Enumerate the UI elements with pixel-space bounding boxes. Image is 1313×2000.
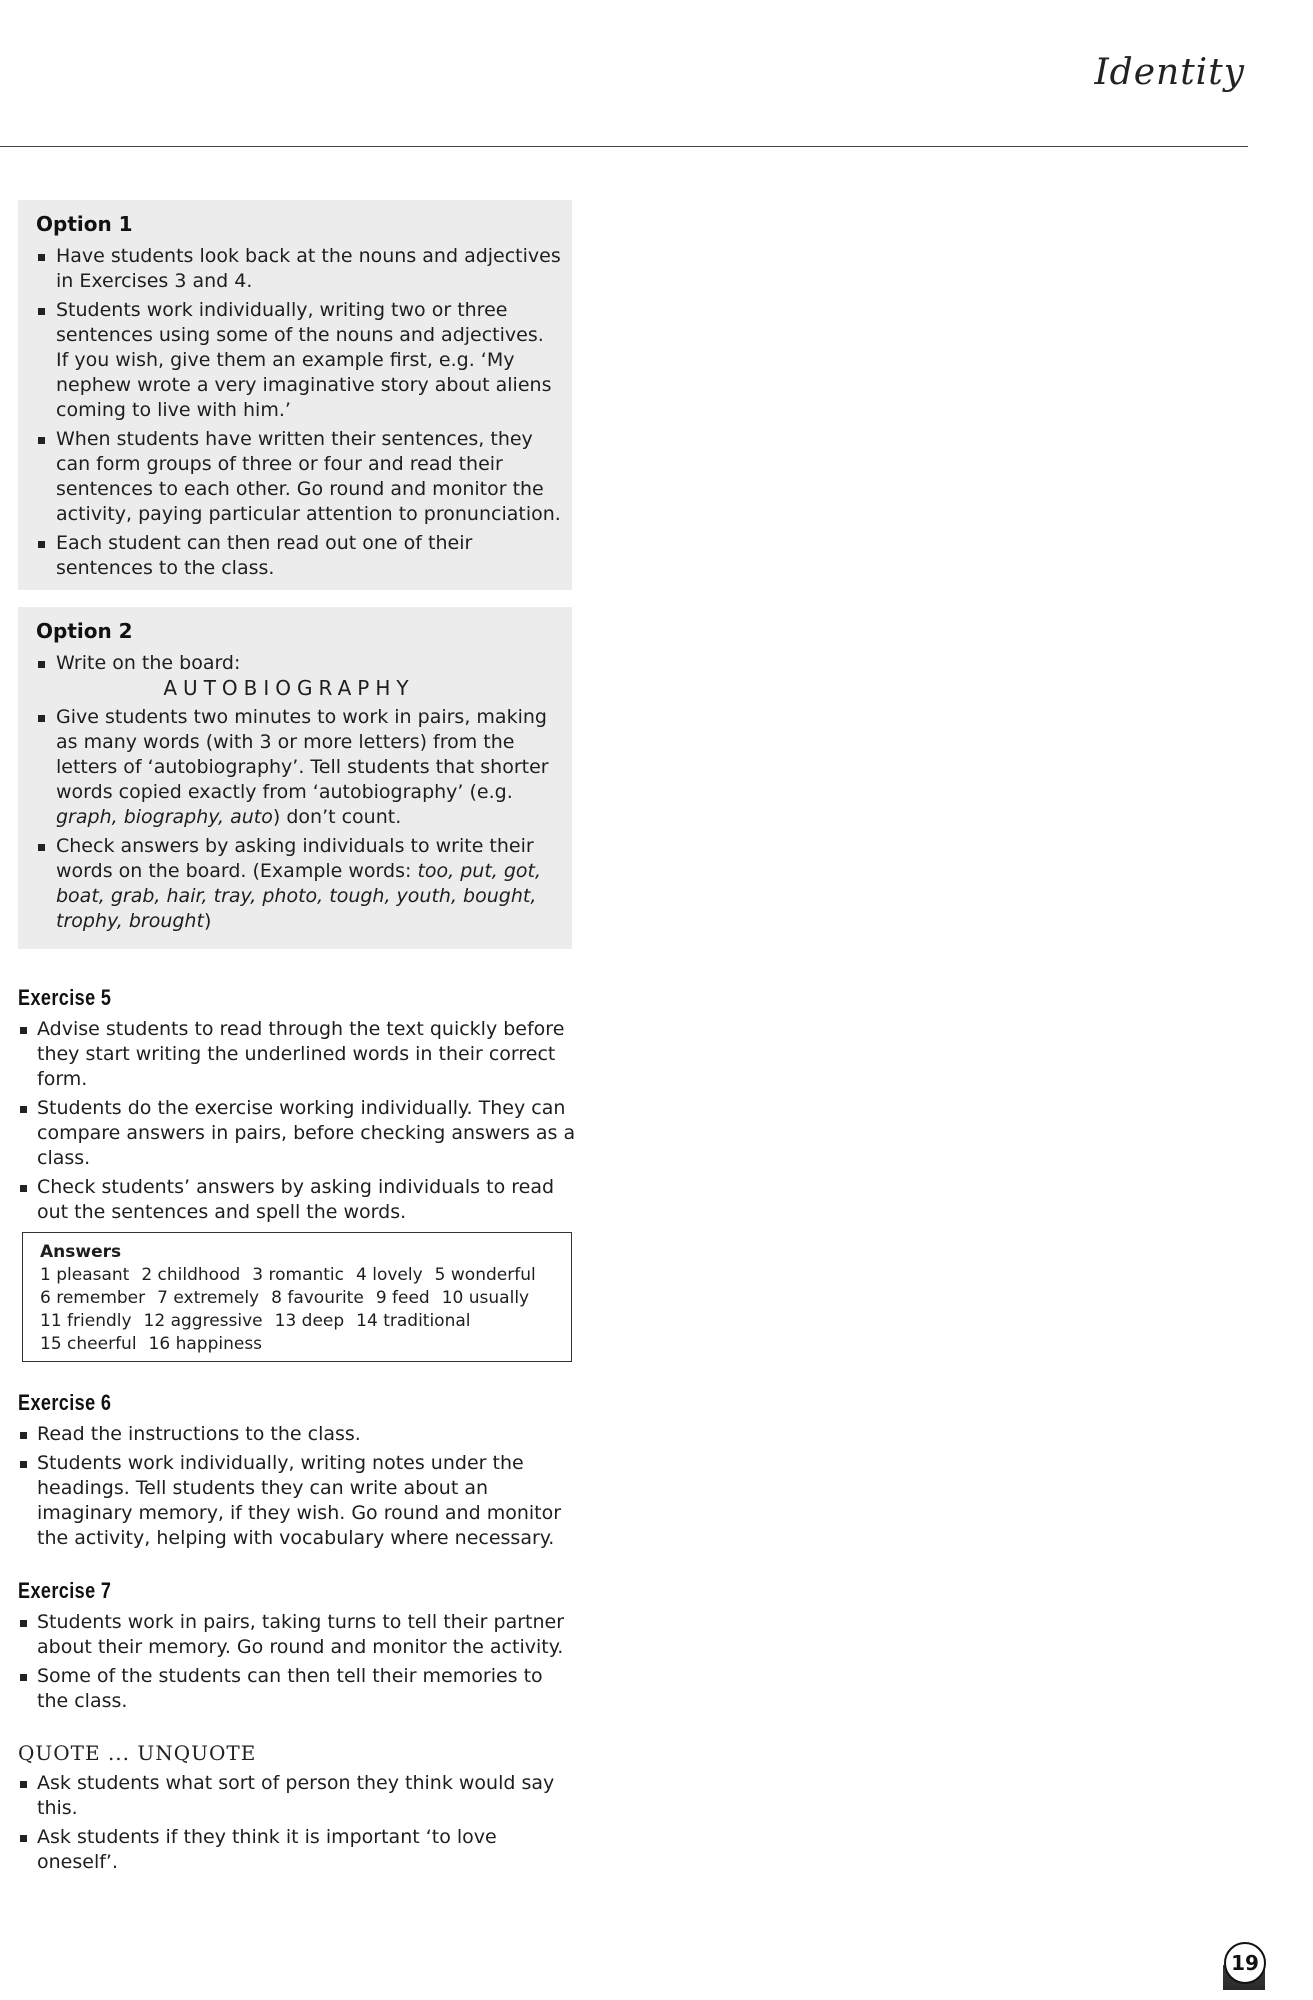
- exercise-6-title: Exercise 6: [18, 1390, 112, 1415]
- board-instruction: Write on the board:: [56, 652, 241, 674]
- option-1-box: [18, 200, 572, 590]
- answers-row: [40, 1264, 571, 1287]
- list-item: Read the instructions to the class.: [18, 1422, 578, 1447]
- answer-item: 2 childhood: [141, 1265, 241, 1285]
- list-item: Have students look back at the nouns and adjectives in Exercises 3 and 4.: [18, 244, 572, 294]
- answer-item: 11 friendly: [40, 1311, 132, 1331]
- option-1-list: [18, 244, 572, 581]
- list-item: Students do the exercise working individually. They can compare answers in pairs, before checking answers as a class.: [18, 1096, 578, 1171]
- check-text-b: ): [203, 910, 212, 932]
- list-item: Students work individually, writing two or three sentences using some of the nouns and adjectives. If you wish, give them an example first, e.g. ‘My nephew wrote a very imaginative story about aliens coming to live with him.’: [18, 298, 572, 423]
- pairs-text-a: Give students two minutes to work in pairs, making as many words (with 3 or more letters) from the letters of ‘autobiography’. Tell students that shorter words copied exactly from ‘autobiography’ (e.g.: [56, 706, 549, 803]
- exercise-5-list: [18, 1017, 578, 1225]
- list-item: Ask students if they think it is important ‘to love oneself’.: [18, 1825, 578, 1875]
- page-number: 19: [1224, 1942, 1266, 1984]
- exercise-6-list: [18, 1422, 578, 1551]
- exercise-7-title: Exercise 7: [18, 1578, 112, 1603]
- list-item: When students have written their sentences, they can form groups of three or four and read their sentences to each other. Go round and monitor the activity, paying particular attention to pronunciation.: [18, 427, 572, 527]
- answer-item: 9 feed: [375, 1288, 430, 1308]
- option-2-list: [18, 651, 572, 934]
- answer-item: 8 favourite: [271, 1288, 364, 1308]
- list-item: Check students’ answers by asking individuals to read out the sentences and spell the words.: [18, 1175, 578, 1225]
- pairs-text-b: ) don’t count.: [272, 806, 402, 828]
- answer-item: 7 extremely: [157, 1288, 260, 1308]
- answer-item: 3 romantic: [252, 1265, 345, 1285]
- answer-item: 15 cheerful: [40, 1334, 137, 1354]
- list-item: Students work in pairs, taking turns to tell their partner about their memory. Go round and monitor the activity.: [18, 1610, 578, 1660]
- answer-item: 1 pleasant: [40, 1265, 130, 1285]
- answer-item: 5 wonderful: [434, 1265, 536, 1285]
- list-item: [18, 705, 572, 830]
- quote-list: [18, 1771, 578, 1875]
- board-word: AUTOBIOGRAPHY: [163, 676, 415, 700]
- answer-item: 10 usually: [441, 1288, 530, 1308]
- option-1-title: Option 1: [36, 212, 133, 236]
- example-words: too, put, got, boat, grab, hair, tray, photo, tough, youth, bought, trophy, brought: [56, 860, 542, 932]
- exercise-6-section: [18, 1390, 578, 1555]
- answer-item: 13 deep: [274, 1311, 345, 1331]
- exercise-7-section: [18, 1578, 578, 1718]
- quote-title: QUOTE ... UNQUOTE: [18, 1741, 257, 1765]
- answers-row: [40, 1333, 571, 1356]
- exercise-5-title: Exercise 5: [18, 985, 112, 1010]
- exercise-7-list: [18, 1610, 578, 1714]
- exercise-5-section: [18, 985, 578, 1229]
- list-item: [18, 834, 572, 934]
- running-header-title: Identity: [1094, 52, 1245, 93]
- answer-item: 4 lovely: [356, 1265, 423, 1285]
- list-item: Each student can then read out one of their sentences to the class.: [18, 531, 572, 581]
- option-2-title: Option 2: [36, 619, 133, 643]
- pairs-examples: graph, biography, auto: [56, 806, 273, 828]
- quote-section: [18, 1741, 578, 1879]
- answers-title: Answers: [40, 1242, 122, 1262]
- answer-item: 6 remember: [40, 1288, 146, 1308]
- header-divider: [0, 146, 1248, 147]
- answers-row: [40, 1287, 571, 1310]
- list-item: Advise students to read through the text quickly before they start writing the underlined words in their correct form.: [18, 1017, 578, 1092]
- answers-row: [40, 1310, 571, 1333]
- answers-box: [22, 1232, 572, 1362]
- option-2-box: [18, 607, 572, 949]
- answer-item: 12 aggressive: [143, 1311, 263, 1331]
- check-text-a: Check answers by asking individuals to write their words on the board. (Example words:: [56, 835, 534, 882]
- list-item: Ask students what sort of person they think would say this.: [18, 1771, 578, 1821]
- list-item: [18, 651, 572, 701]
- list-item: Students work individually, writing notes under the headings. Tell students they can write about an imaginary memory, if they wish. Go round and monitor the activity, helping with vocabulary where necessary.: [18, 1451, 578, 1551]
- answer-item: 14 traditional: [356, 1311, 471, 1331]
- answer-item: 16 happiness: [148, 1334, 263, 1354]
- list-item: Some of the students can then tell their memories to the class.: [18, 1664, 578, 1714]
